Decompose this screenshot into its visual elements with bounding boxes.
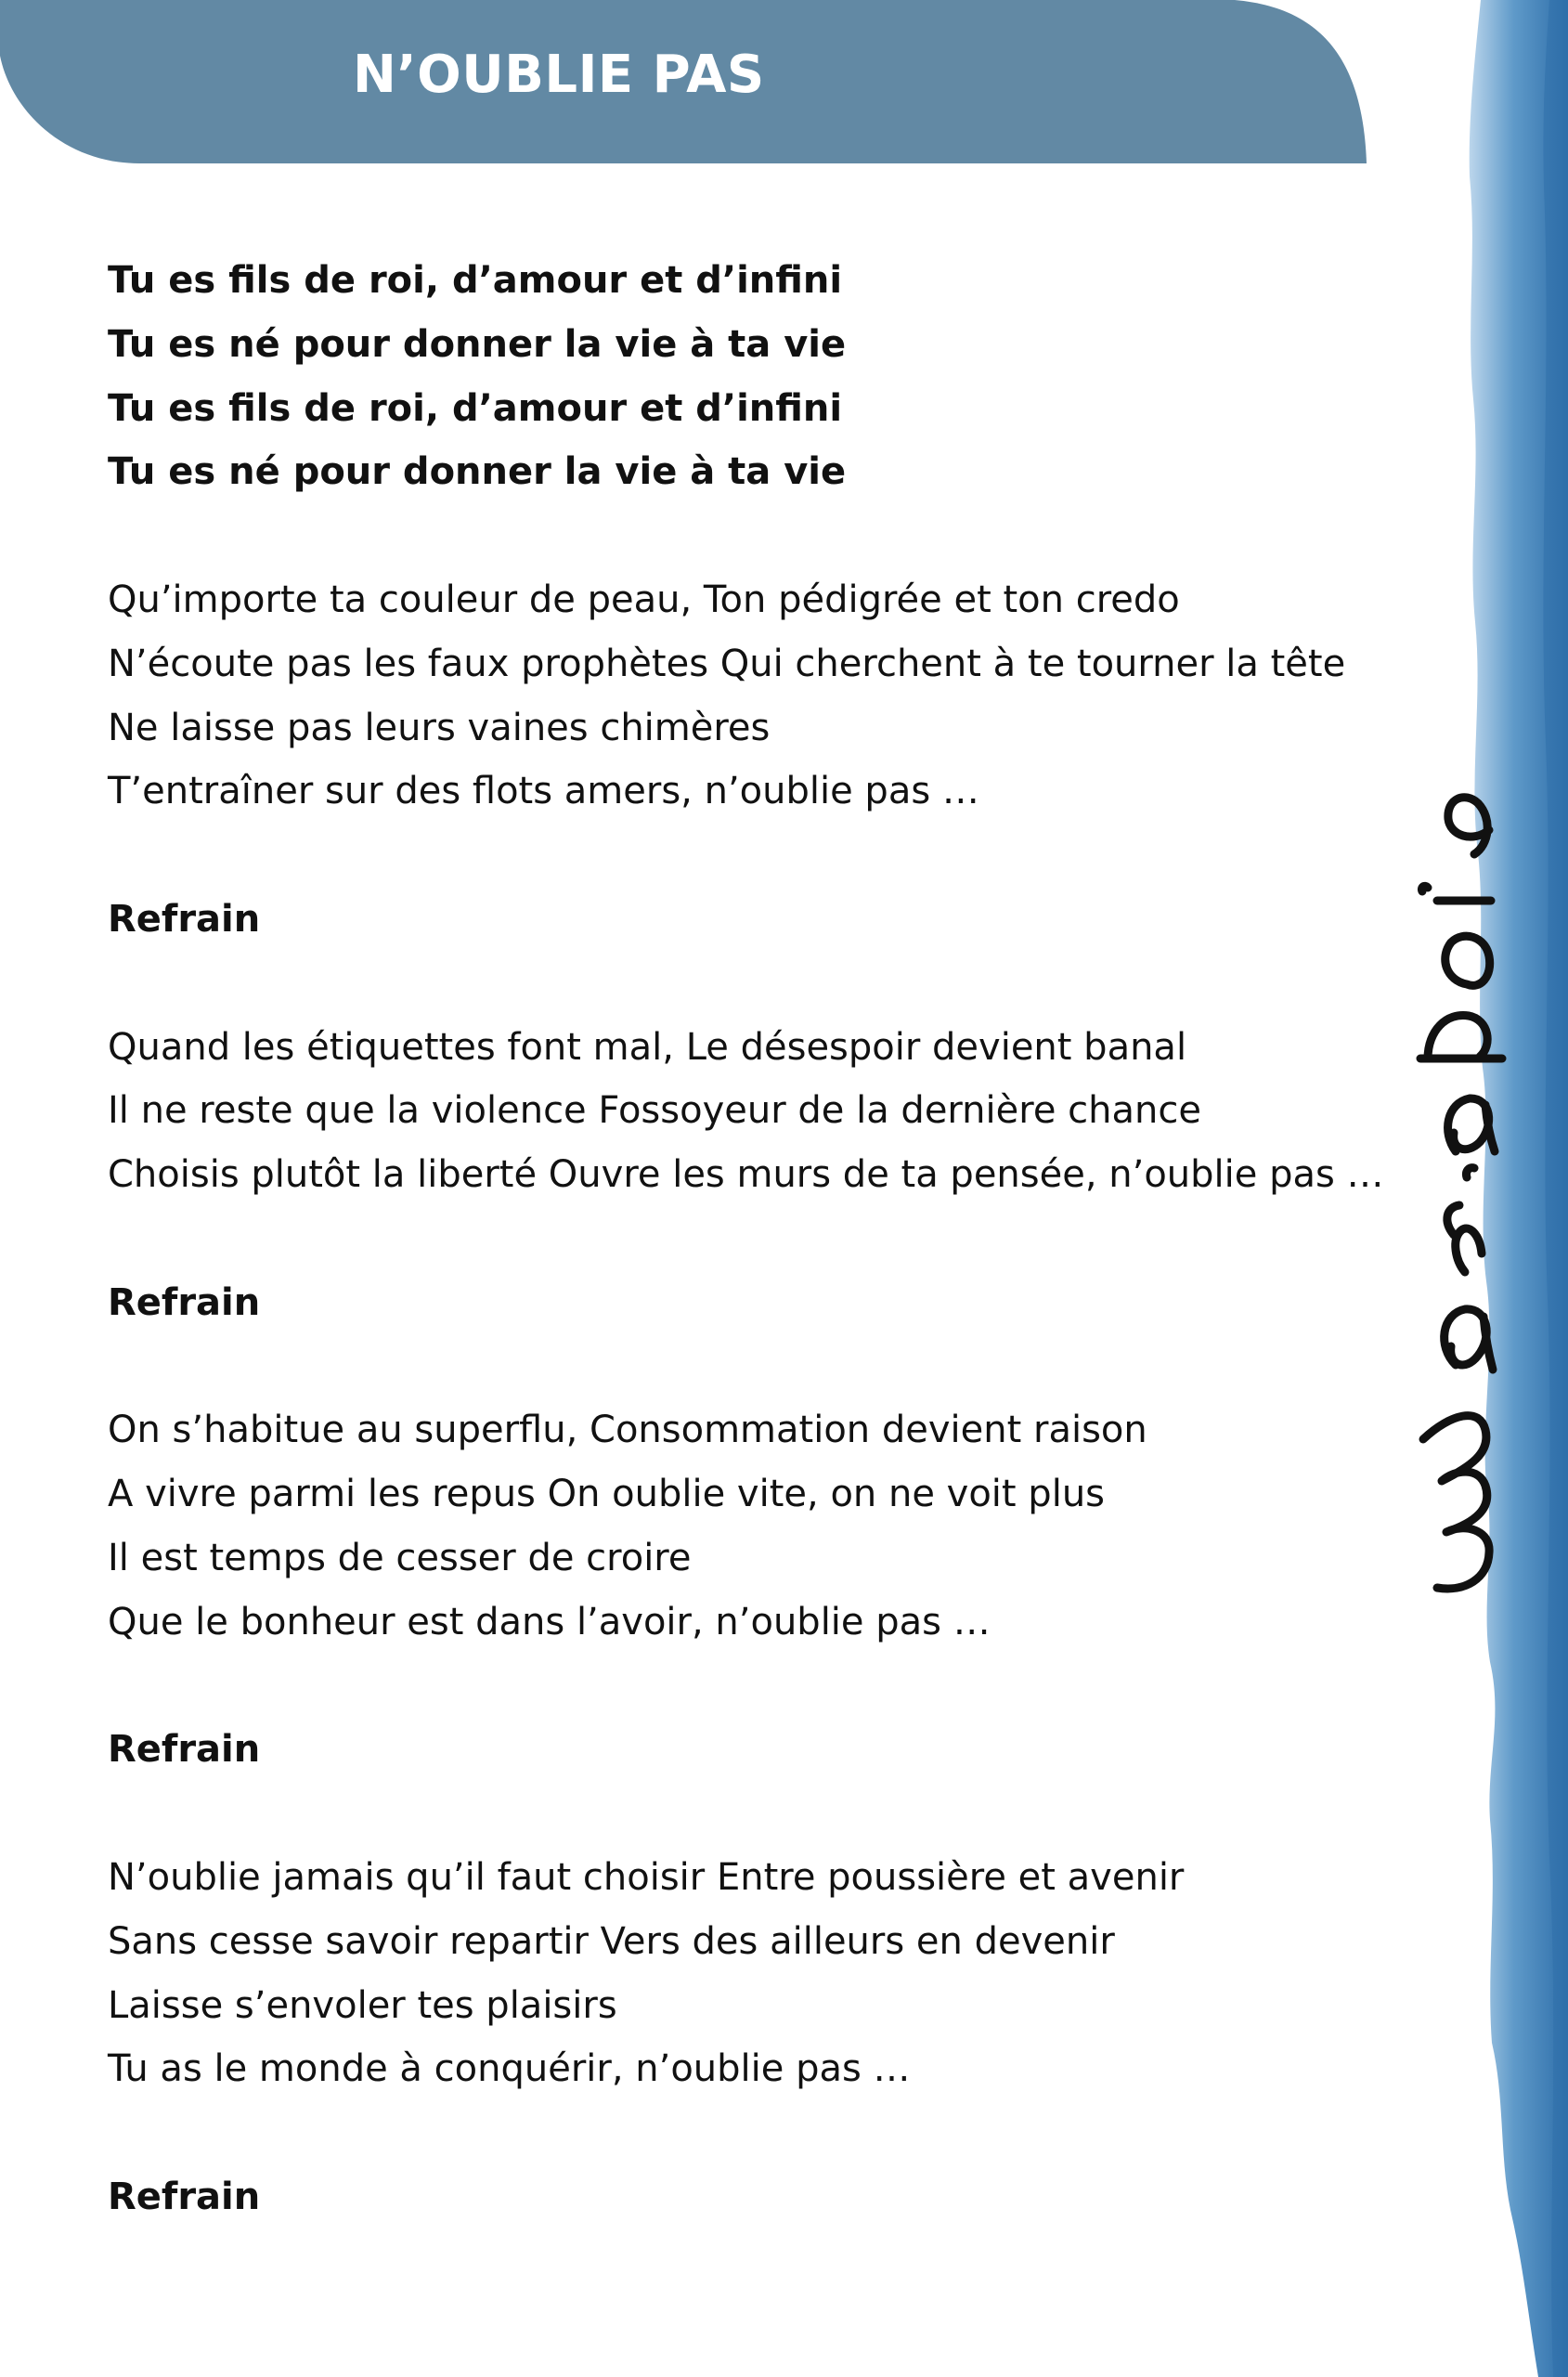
refrain-label: Refrain xyxy=(108,2175,261,2218)
verse-line: Qu’importe ta couleur de peau, Ton pédigrée et ton credo xyxy=(108,578,1180,621)
verse-1 xyxy=(108,568,1417,824)
verse-line: Que le bonheur est dans l’avoir, n’oublie pas … xyxy=(108,1600,991,1643)
verse-line: Il est temps de cesser de croire xyxy=(108,1536,692,1579)
verse-line: Choisis plutôt la liberté Ouvre les murs de ta pensée, n’oublie pas … xyxy=(108,1153,1384,1197)
verse-line: Sans cesse savoir repartir Vers des ailleurs en devenir xyxy=(108,1919,1115,1963)
verse-line: On s’habitue au superflu, Consommation devient raison xyxy=(108,1409,1147,1452)
verse-3 xyxy=(108,1398,1417,1654)
lyrics-block xyxy=(108,249,1417,2229)
signature-graphic xyxy=(1400,752,1511,1634)
verse-line: Laisse s’envoler tes plaisirs xyxy=(108,1983,617,2027)
page-title: N’OUBLIE PAS xyxy=(353,45,765,105)
refrain-label: Refrain xyxy=(108,1728,261,1772)
chorus-line: Tu es né pour donner la vie à ta vie xyxy=(108,450,847,494)
verse-line: Ne laisse pas leurs vaines chimères xyxy=(108,706,771,749)
verse-line: N’écoute pas les faux prophètes Qui cherchent à te tourner la tête xyxy=(108,642,1346,685)
verse-4 xyxy=(108,1846,1417,2101)
verse-line: T’entraîner sur des flots amers, n’oublie pas … xyxy=(108,770,979,813)
verse-line: N’oublie jamais qu’il faut choisir Entre poussière et avenir xyxy=(108,1855,1185,1899)
chorus-line: Tu es fils de roi, d’amour et d’infini xyxy=(108,259,843,302)
verse-line: A vivre parmi les repus On oublie vite, on ne voit plus xyxy=(108,1473,1106,1516)
refrain-label: Refrain xyxy=(108,897,261,941)
verse-line: Il ne reste que la violence Fossoyeur de la dernière chance xyxy=(108,1089,1201,1133)
chorus-line: Tu es né pour donner la vie à ta vie xyxy=(108,322,847,366)
refrain-label: Refrain xyxy=(108,1280,261,1324)
verse-line: Tu as le monde à conquérir, n’oublie pas … xyxy=(108,2047,911,2091)
verse-line: Quand les étiquettes font mal, Le désespoir devient banal xyxy=(108,1025,1187,1069)
verse-2 xyxy=(108,1016,1417,1207)
chorus-line: Tu es fils de roi, d’amour et d’infini xyxy=(108,386,843,430)
chorus-stanza xyxy=(108,249,1417,504)
